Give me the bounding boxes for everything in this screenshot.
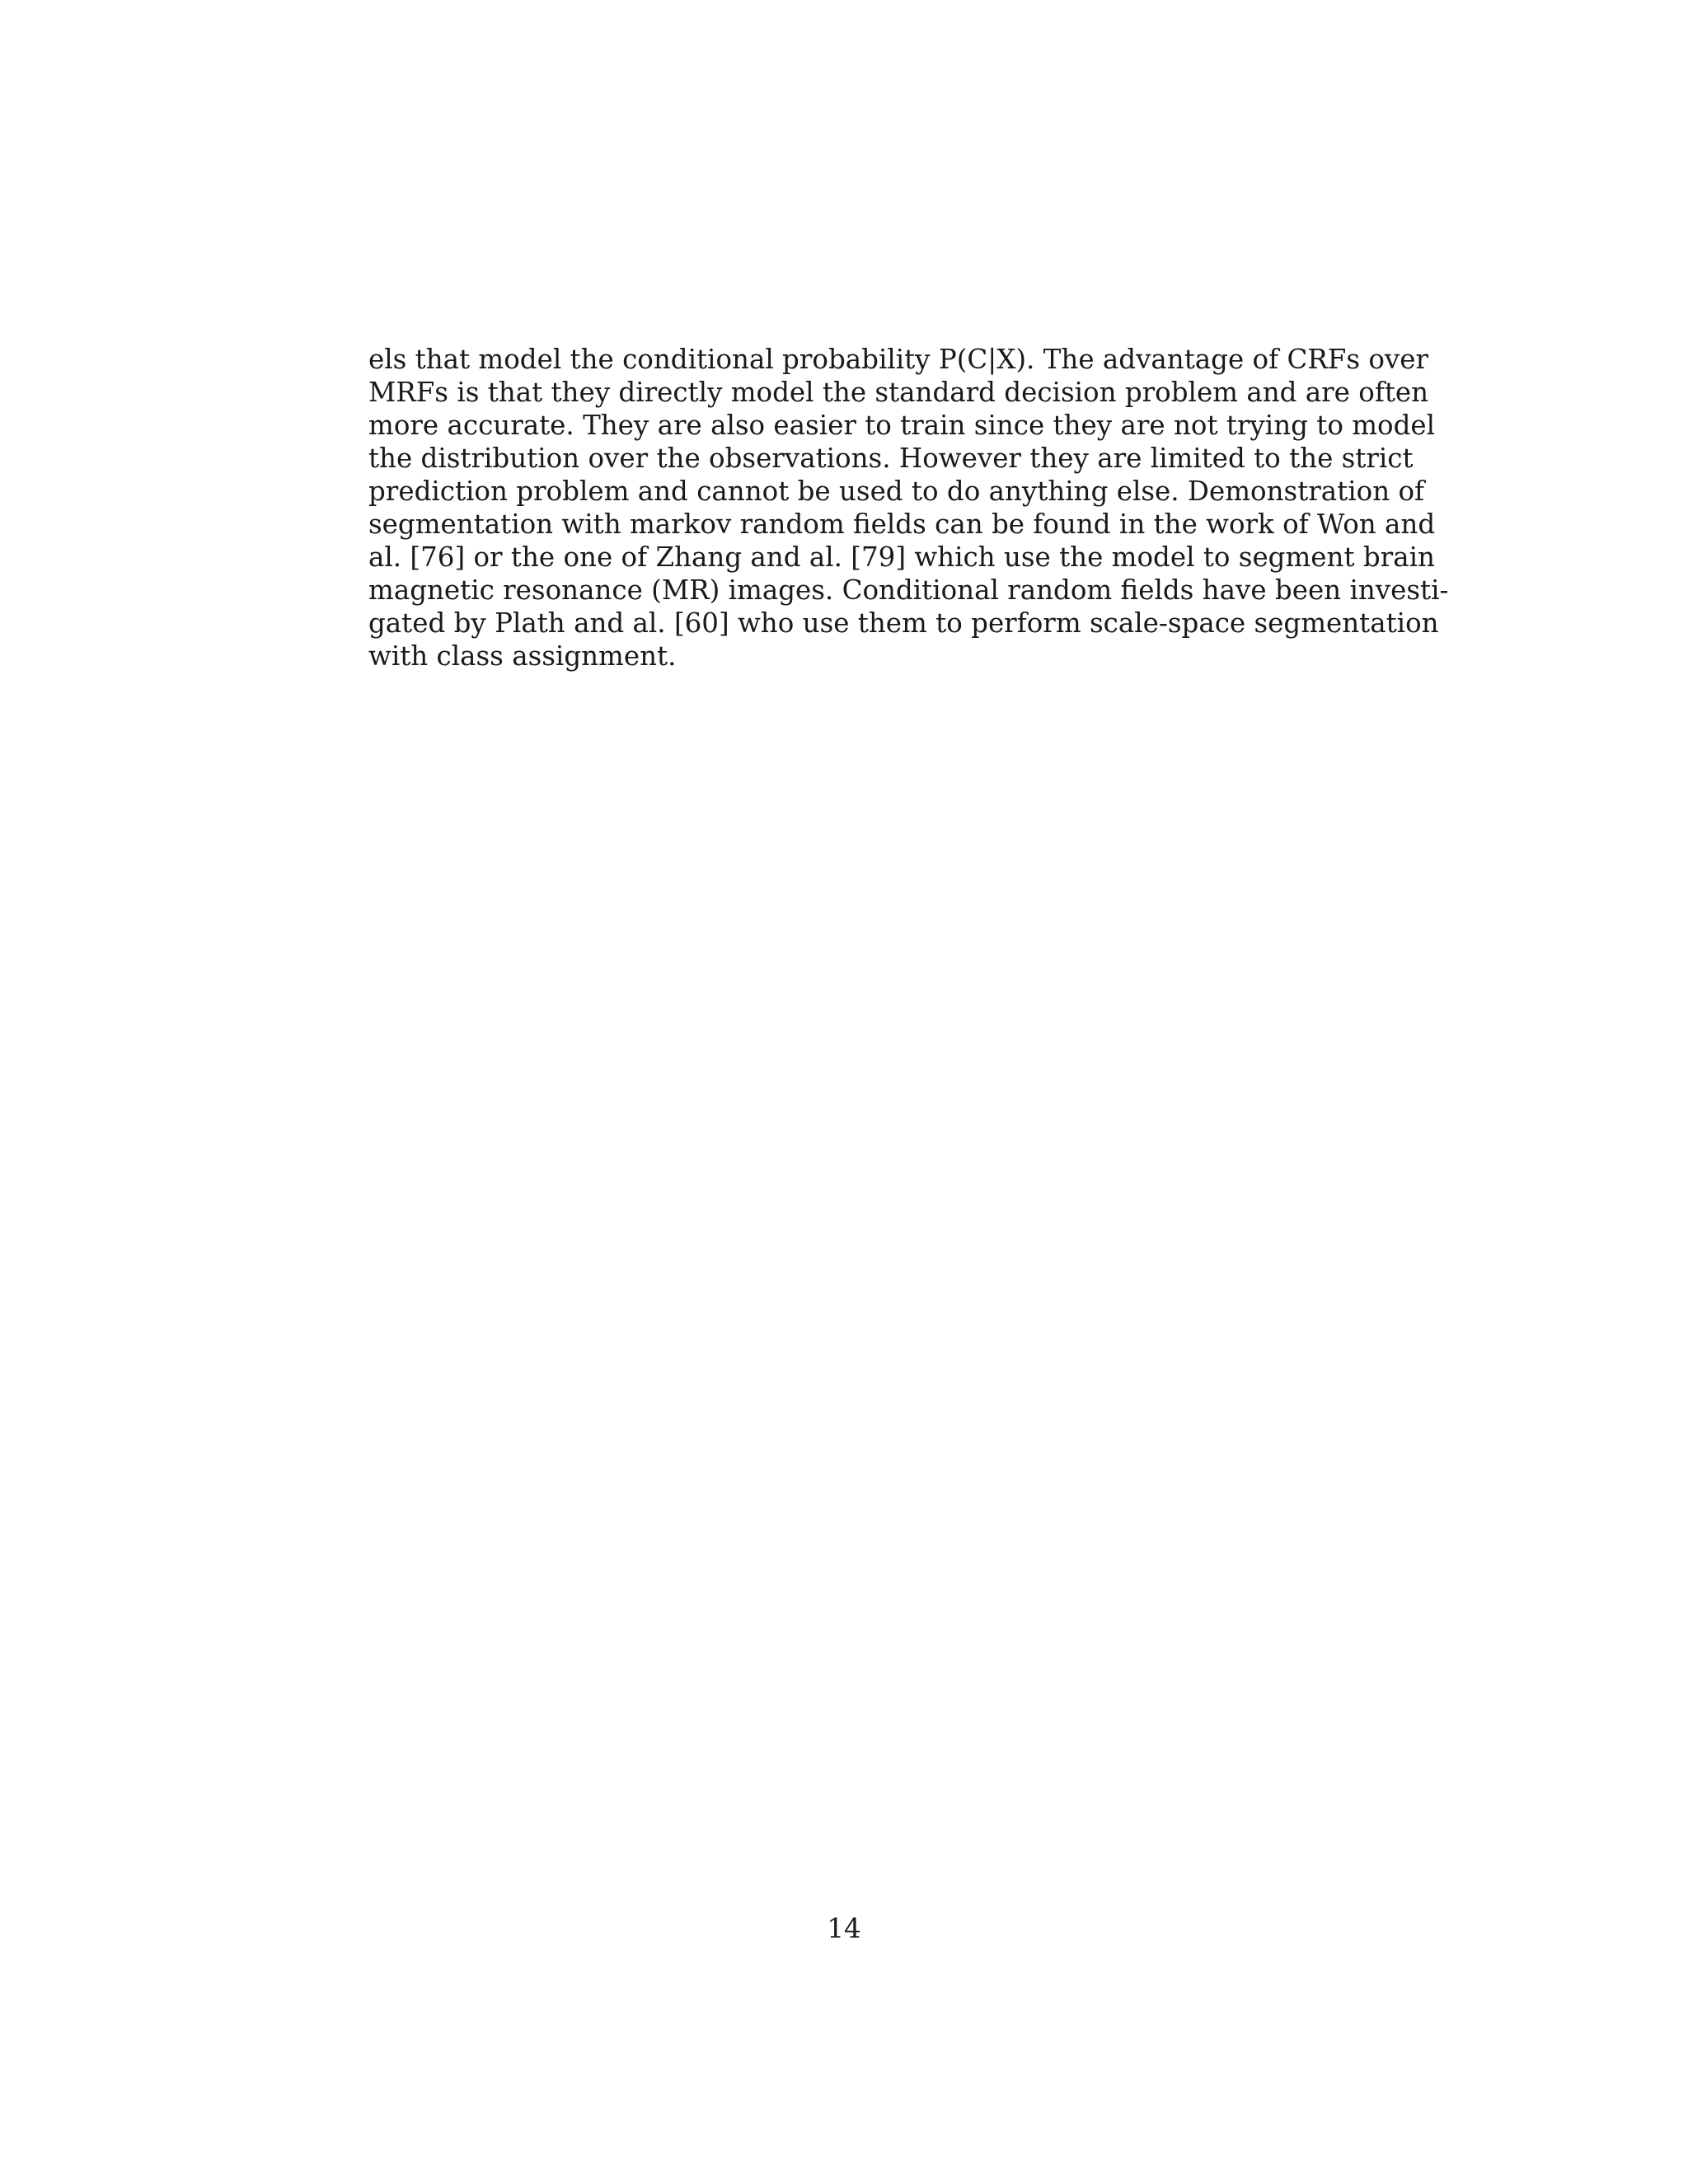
paragraph-line: the distribution over the observations. However they are limited to the strict — [368, 443, 1414, 474]
paragraph-line: prediction problem and cannot be used to do anything else. Demonstration of — [368, 476, 1425, 507]
paragraph-line: more accurate. They are also easier to train since they are not trying to model — [368, 410, 1436, 441]
page-number: 14 — [827, 1913, 861, 1944]
paragraph-line: segmentation with markov random fields can be found in the work of Won and — [368, 509, 1436, 540]
paragraph-line: al. [76] or the one of Zhang and al. [79] which use the model to segment brain — [368, 541, 1435, 573]
body-paragraph — [368, 343, 1449, 673]
paragraph-line: gated by Plath and al. [60] who use them to perform scale-space segmentation — [368, 607, 1439, 639]
paragraph-line: with class assignment. — [368, 640, 677, 672]
paragraph-line: magnetic resonance (MR) images. Conditional random fields have been investi- — [368, 574, 1449, 606]
paragraph-line: els that model the conditional probability P(C|X). The advantage of CRFs over — [368, 344, 1429, 375]
paragraph-line: MRFs is that they directly model the standard decision problem and are often — [368, 377, 1429, 408]
